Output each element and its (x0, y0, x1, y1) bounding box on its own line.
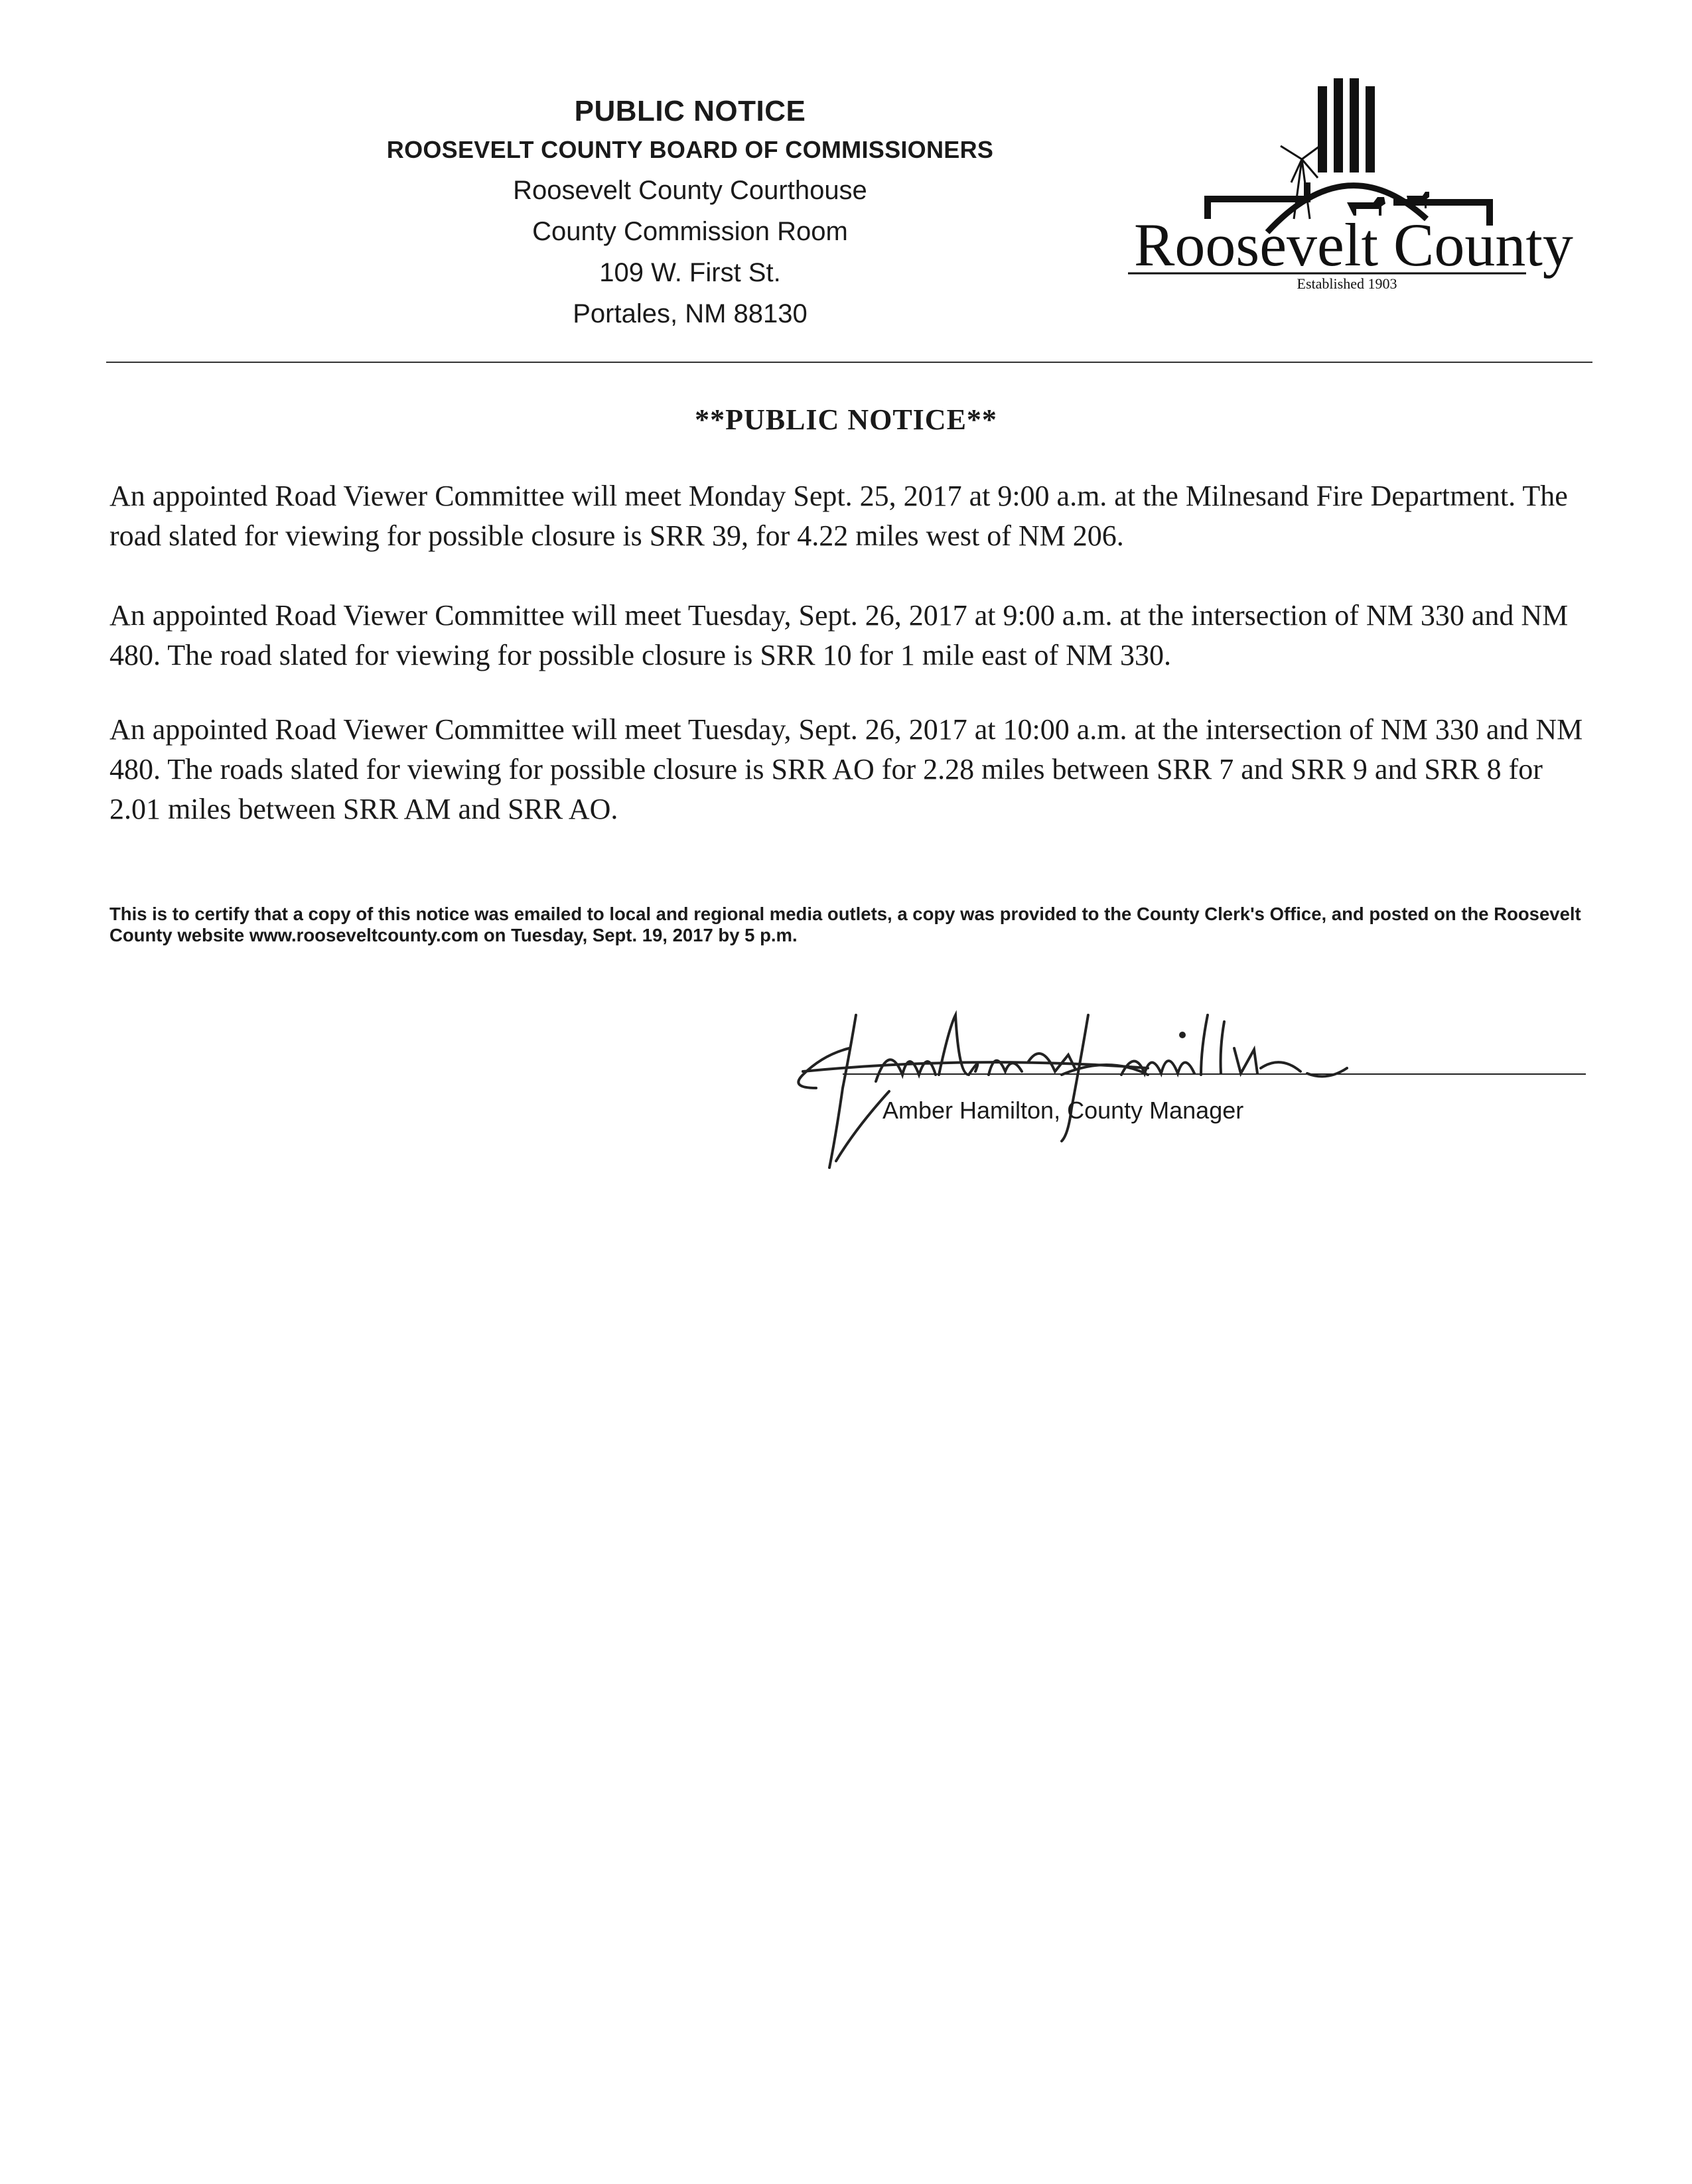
notice-paragraph: An appointed Road Viewer Committee will meet Tuesday, Sept. 26, 2017 at 9:00 a.m. at the intersection of NM 330 and NM 480. The road slated for viewing for possible closure is SRR 10 for 1 mile east of NM 330. (109, 599, 1569, 671)
logo-established: Established 1903 (1297, 275, 1397, 292)
room-name: County Commission Room (532, 217, 848, 246)
board-name: ROOSEVELT COUNTY BOARD OF COMMISSIONERS (386, 136, 994, 163)
signature-line (843, 1073, 1586, 1075)
street-address: 109 W. First St. (599, 258, 781, 287)
logo-bar (1318, 86, 1327, 172)
letterhead-title: PUBLIC NOTICE (574, 95, 806, 127)
windmill-icon (1281, 145, 1322, 219)
logo-bar (1350, 78, 1359, 172)
building-name: Roosevelt County Courthouse (513, 176, 867, 205)
county-logo (1128, 66, 1579, 292)
logo-county-name: Roosevelt County (1134, 211, 1573, 279)
notice-paragraph: An appointed Road Viewer Committee will meet Tuesday, Sept. 26, 2017 at 10:00 a.m. at the intersection of NM 330 and NM 480. The roads slated for viewing for possible closure is SRR AO for 2.28 miles between SRR 7 and SRR 9 and SRR 8 for 2.01 miles between SRR AM and SRR AO. (109, 713, 1583, 825)
logo-bar (1366, 86, 1375, 172)
city-address: Portales, NM 88130 (573, 299, 808, 328)
notice-title: **PUBLIC NOTICE** (695, 403, 997, 436)
notice-paragraph: An appointed Road Viewer Committee will meet Monday Sept. 25, 2017 at 9:00 a.m. at the Milnesand Fire Department. The road slated for viewing for possible closure is SRR 39, for 4.22 miles west of NM 206. (109, 480, 1568, 552)
logo-bar (1334, 78, 1343, 172)
certification-statement: This is to certify that a copy of this notice was emailed to local and regional media outlets, a copy was provided to the County Clerk's Office, and posted on the Roosevelt County website www.rooseveltcounty.com on Tuesday, Sept. 19, 2017 by 5 p.m. (109, 904, 1581, 945)
header-divider (106, 362, 1592, 363)
letterhead (305, 93, 1075, 334)
handwritten-signature (776, 975, 1519, 1174)
signer-name: Amber Hamilton, County Manager (882, 1097, 1244, 1124)
